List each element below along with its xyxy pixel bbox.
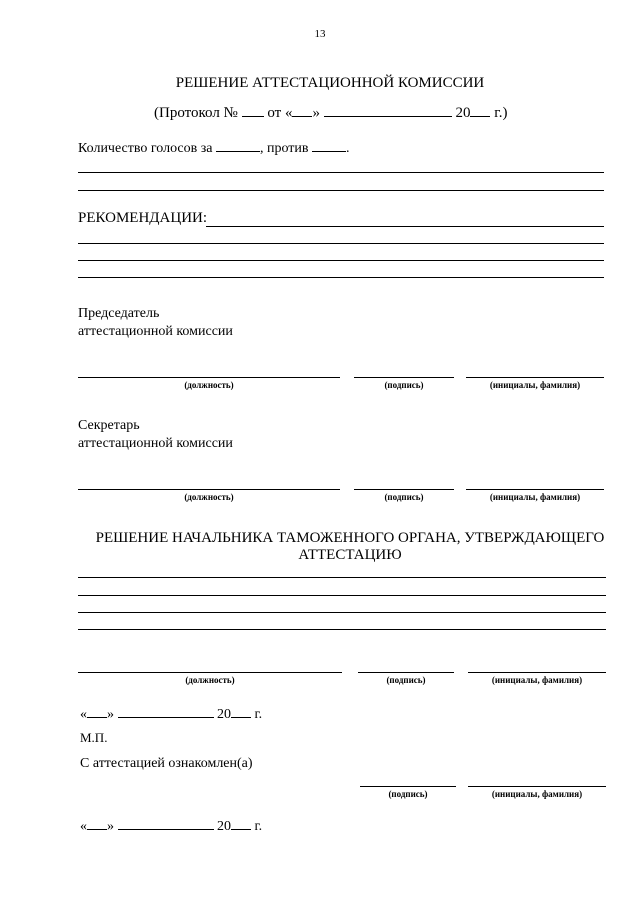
acquaintance-date-line xyxy=(80,818,262,835)
head-date-year: 20 xyxy=(217,707,231,722)
secretary-name-line[interactable] xyxy=(466,489,604,490)
head-position-line[interactable] xyxy=(78,672,342,673)
head-date-line xyxy=(80,706,262,723)
acq-date-suffix: г. xyxy=(254,819,263,834)
head-position-caption: (должность) xyxy=(185,675,235,685)
head-decision-title: РЕШЕНИЕ НАЧАЛЬНИКА ТАМОЖЕННОГО ОРГАНА, УТВЕРЖДАЮЩЕГО АТТЕСТАЦИЮ xyxy=(95,530,605,563)
votes-for-label: Количество голосов за xyxy=(78,141,213,156)
protocol-suffix: г.) xyxy=(494,105,508,121)
head-date-open: « xyxy=(80,707,87,722)
head-decision-line[interactable] xyxy=(78,595,606,596)
secretary-name-caption: (инициалы, фамилия) xyxy=(489,492,581,502)
chairman-position-line[interactable] xyxy=(78,377,340,378)
protocol-year: 20 xyxy=(455,105,471,121)
acq-date-year-field[interactable] xyxy=(231,818,251,830)
acquaintance-name-line[interactable] xyxy=(468,786,606,787)
secretary-title-line2: аттестационной комиссии xyxy=(78,436,233,451)
chairman-title-line1: Председатель xyxy=(78,306,160,321)
recommendations-line[interactable] xyxy=(206,226,604,227)
chairman-position-caption: (должность) xyxy=(184,380,234,390)
head-date-day-field[interactable] xyxy=(87,706,107,718)
protocol-prefix: (Протокол № xyxy=(154,105,238,121)
head-decision-line[interactable] xyxy=(78,629,606,630)
acq-date-day-field[interactable] xyxy=(87,818,107,830)
commission-title: РЕШЕНИЕ АТТЕСТАЦИОННОЙ КОМИССИИ xyxy=(175,75,485,91)
acq-date-close: » xyxy=(107,819,114,834)
acquaintance-signature-caption: (подпись) xyxy=(388,789,428,799)
chairman-name-caption: (инициалы, фамилия) xyxy=(489,380,581,390)
head-signature-caption: (подпись) xyxy=(386,675,426,685)
acquaintance-name-caption: (инициалы, фамилия) xyxy=(491,789,583,799)
recommendations-line[interactable] xyxy=(78,243,604,244)
recommendations-line[interactable] xyxy=(78,277,604,278)
head-date-month-field[interactable] xyxy=(118,706,214,718)
acq-date-open: « xyxy=(80,819,87,834)
protocol-year-field[interactable] xyxy=(470,105,490,117)
acquaintance-label: С аттестацией ознакомлен(а) xyxy=(80,756,253,771)
acquaintance-signature-line[interactable] xyxy=(360,786,456,787)
votes-line xyxy=(78,140,350,157)
recommendations-line[interactable] xyxy=(78,260,604,261)
stamp-place: М.П. xyxy=(80,730,108,745)
secretary-signature-caption: (подпись) xyxy=(384,492,424,502)
protocol-line xyxy=(154,105,507,122)
votes-for-field[interactable] xyxy=(216,140,260,152)
head-signature-line[interactable] xyxy=(358,672,454,673)
protocol-number-field[interactable] xyxy=(242,105,264,117)
protocol-from: от « xyxy=(267,105,293,121)
votes-end: . xyxy=(346,141,350,156)
chairman-signature-line[interactable] xyxy=(354,377,454,378)
votes-against-label: , против xyxy=(260,141,309,156)
acq-date-month-field[interactable] xyxy=(118,818,214,830)
page-number: 13 xyxy=(314,28,326,40)
protocol-quote-close: » xyxy=(312,105,320,121)
head-decision-line[interactable] xyxy=(78,612,606,613)
chairman-signature-caption: (подпись) xyxy=(384,380,424,390)
chairman-title-line2: аттестационной комиссии xyxy=(78,324,233,339)
secretary-position-line[interactable] xyxy=(78,489,340,490)
head-decision-line[interactable] xyxy=(78,577,606,578)
chairman-name-line[interactable] xyxy=(466,377,604,378)
head-name-caption: (инициалы, фамилия) xyxy=(491,675,583,685)
head-date-year-field[interactable] xyxy=(231,706,251,718)
votes-against-field[interactable] xyxy=(312,140,346,152)
secretary-title-line1: Секретарь xyxy=(78,418,140,433)
recommendations-label: РЕКОМЕНДАЦИИ: xyxy=(78,210,208,226)
commission-text-line[interactable] xyxy=(78,172,604,173)
head-date-close: » xyxy=(107,707,114,722)
secretary-position-caption: (должность) xyxy=(184,492,234,502)
protocol-month-field[interactable] xyxy=(324,105,452,117)
protocol-day-field[interactable] xyxy=(292,105,312,117)
secretary-signature-line[interactable] xyxy=(354,489,454,490)
head-name-line[interactable] xyxy=(468,672,606,673)
acq-date-year: 20 xyxy=(217,819,231,834)
commission-text-line[interactable] xyxy=(78,190,604,191)
head-date-suffix: г. xyxy=(254,707,263,722)
